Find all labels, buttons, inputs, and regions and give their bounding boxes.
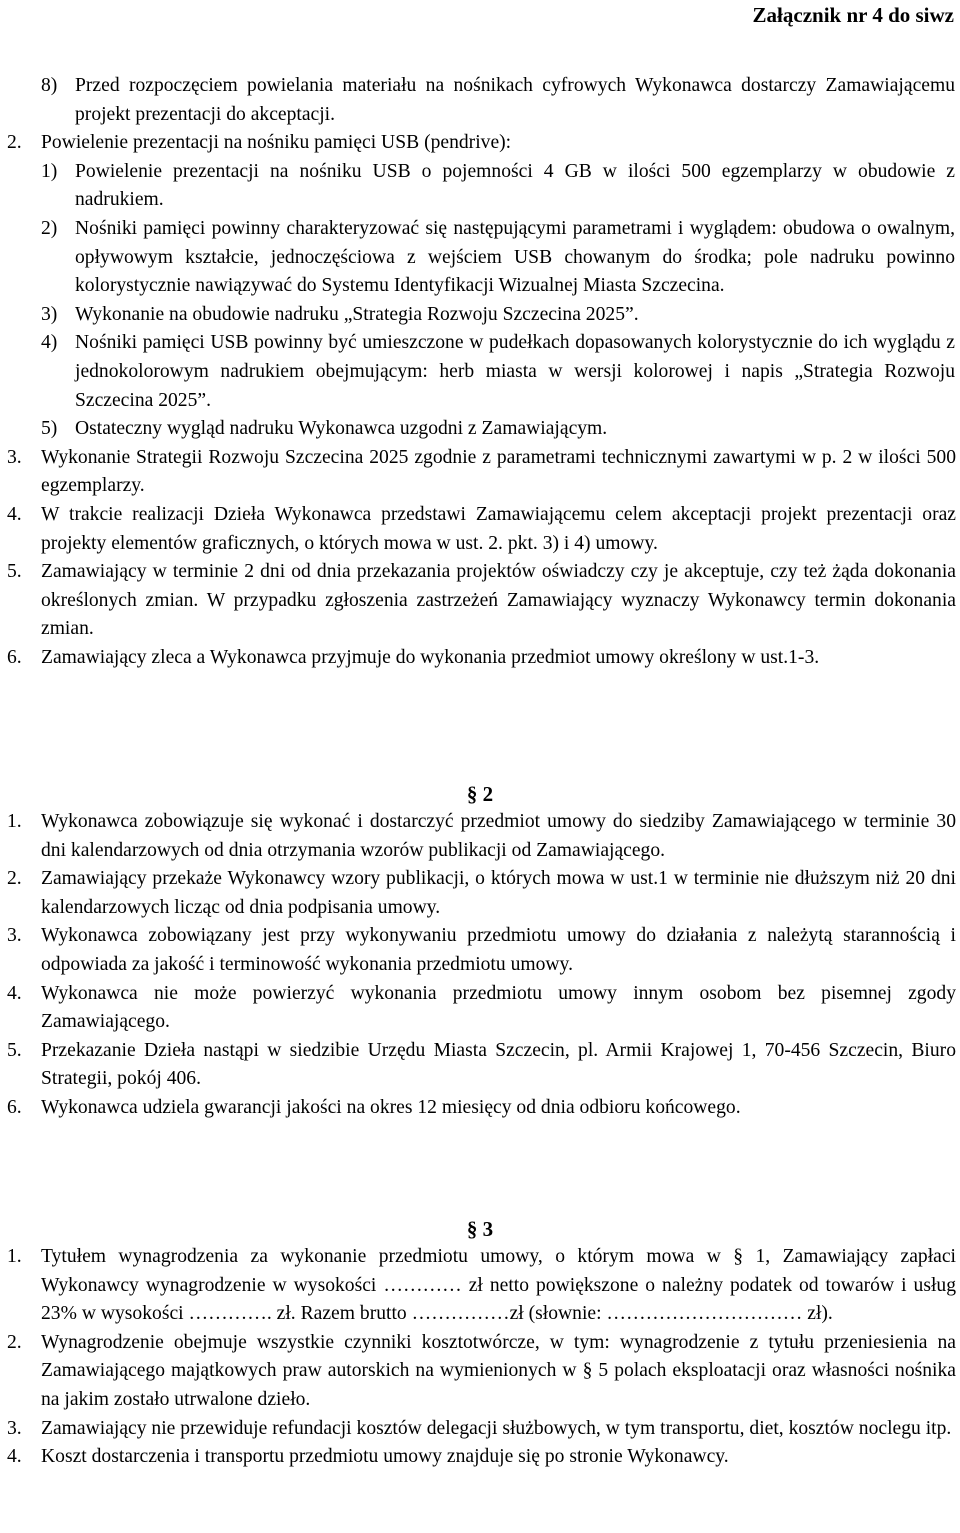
section-2 [0,780,960,1123]
item-number: 1. [7,811,22,832]
item-number: 5) [41,418,58,440]
item-text: Powielenie prezentacji na nośniku pamięci USB (pendrive): [41,132,512,154]
item-number: 3) [41,303,58,325]
list-item [0,1243,956,1329]
list-item [0,1415,956,1444]
item-number: 4. [7,503,22,525]
item-text: Nośniki pamięci USB powinny być umieszczone w pudełkach dopasowanych kolorystycznie do ich wyglądu z jednokolorowym nadrukiem obejmującym: herb miasta w wersji kolorowej i napis „Strategia Rozwoju Szczecina 2025”. [75,332,955,411]
list-item [0,922,956,979]
section-3-items [0,1243,960,1472]
list-item [0,558,956,644]
item-text: Zamawiający nie przewiduje refundacji kosztów delegacji służbowych, w tym transportu, diet, kosztów noclegu itp. [41,1417,952,1439]
item-text: Przekazanie Dzieła nastąpi w siedzibie Urzędu Miasta Szczecin, pl. Armii Krajowej 1, 70-456 Szczecin, Biuro Strategii, pokój 406. [41,1039,956,1090]
section-3 [0,1215,960,1472]
item-number: 2) [41,217,58,239]
list-item [0,644,956,673]
sub-list-item [0,301,955,330]
item-text: Tytułem wynagrodzenia za wykonanie przedmiotu umowy, o którym mowa w § 1, Zamawiający zapłaci Wykonawcy wynagrodzenie w wysokości ………… zł netto powiększone o należny podatek od towarów i usług 23% w wysokości …………. zł. Razem brutto ……………zł (słownie: ………………………… zł). [41,1246,956,1325]
item-number: 5. [7,561,22,583]
item-number: 4. [7,982,22,1004]
item-text: Powielenie prezentacji na nośniku USB o pojemności 4 GB w ilości 500 egzemplarzy w obudowie z nadrukiem. [75,160,955,211]
item-text: Zamawiający zleca a Wykonawca przyjmuje do wykonania przedmiot umowy określony w ust.1-3. [41,646,820,668]
item-number: 5. [7,1039,22,1061]
item-text: Wykonanie na obudowie nadruku „Strategia Rozwoju Szczecina 2025”. [75,303,639,325]
item-number: 2. [7,868,22,890]
item-text: Wykonawca zobowiązuje się wykonać i dostarczyć przedmiot umowy do siedziby Zamawiającego w terminie 30 dni kalendarzowych od dnia otrzymania wzorów publikacji od Zamawiającego. [41,811,956,861]
sub-list-item [0,158,955,215]
item-number: 6. [7,1096,22,1118]
item-number: 3. [7,925,22,947]
item-text: Wykonawca nie może powierzyć wykonania przedmiotu umowy innym osobom bez pisemnej zgody Zamawiającego. [41,982,956,1033]
item-text: Koszt dostarczenia i transportu przedmiotu umowy znajduje się po stronie Wykonawcy. [41,1446,729,1468]
list-continuation [0,72,960,672]
sub-list-item [0,415,955,444]
list-item [0,1329,956,1415]
item-number: 6. [7,646,22,668]
item-text: Ostateczny wygląd nadruku Wykonawca uzgodni z Zamawiającym. [75,418,608,440]
list-item [0,444,956,501]
list-item [0,1037,956,1094]
item-text: Wynagrodzenie obejmuje wszystkie czynniki kosztotwórcze, w tym: wynagrodzenie z tytułu przeniesienia na Zamawiającego majątkowych praw autorskich na wymienionych w § 5 polach eksploatacji oraz własności nośnika na jakim zostało utrwalone dzieło. [41,1331,956,1410]
item-text: Zamawiający przekaże Wykonawcy wzory publikacji, o których mowa w ust.1 w terminie nie dłuższym niż 20 dni kalendarzowych licząc od dnia podpisania umowy. [41,868,956,918]
list-item [0,980,956,1037]
item-number: 8) [41,75,58,96]
list-item [0,808,956,865]
sub-list-item [0,72,955,129]
list-item [0,865,956,922]
section-heading: § 2 [466,782,494,806]
section-heading: § 3 [466,1217,494,1241]
item-number: 3. [7,446,22,468]
sub-list-item [0,329,955,415]
list-item [0,1094,956,1123]
item-number: 1. [7,1246,22,1267]
list-item [0,129,956,158]
item-text: Wykonanie Strategii Rozwoju Szczecina 2025 zgodnie z parametrami technicznymi zawartymi w p. 2 w ilości 500 egzemplarzy. [41,446,956,497]
item-text: Przed rozpoczęciem powielania materiału na nośnikach cyfrowych Wykonawca dostarczy Zamawiającemu projekt prezentacji do akceptacji. [75,75,955,125]
item-text: Wykonawca zobowiązany jest przy wykonywaniu przedmiotu umowy do działania z należytą starannością i odpowiada za jakość i terminowość wykonania przedmiotu umowy. [41,925,956,975]
sub-list-item [0,215,955,301]
item-text: Wykonawca udziela gwarancji jakości na okres 12 miesięcy od dnia odbioru końcowego. [41,1096,741,1118]
item-text: Zamawiający w terminie 2 dni od dnia przekazania projektów oświadczy czy je akceptuje, czy też żąda dokonania określonych zmian. W przypadku zgłoszenia zastrzeżeń Zamawiający wyznaczy Wykonawcy termin dokonania zmian. [41,561,956,640]
section-2-items [0,808,960,1123]
item-number: 2. [7,1331,22,1353]
item-number: 1) [41,160,58,182]
list-item [0,501,956,558]
item-text: W trakcie realizacji Dzieła Wykonawca przedstawi Zamawiającemu celem akceptacji projekt prezentacji oraz projekty elementów graficznych, o których mowa w ust. 2. pkt. 3) i 4) umowy. [41,503,956,554]
list-item [0,1443,956,1472]
item-number: 4. [7,1446,22,1468]
attachment-title: Załącznik nr 4 do siwz [752,3,954,27]
item-number: 2. [7,132,22,154]
item-number: 4) [41,332,58,354]
item-number: 3. [7,1417,22,1439]
item-text: Nośniki pamięci powinny charakteryzować się następującymi parametrami i wyglądem: obudowa o owalnym, opływowym kształcie, jednoczęściowa z wejściem USB chowanym do środka; pole nadruku powinno kolorystycznie nawiązywać do Systemu Identyfikacji Wizualnej Miasta Szczecina. [75,217,955,297]
